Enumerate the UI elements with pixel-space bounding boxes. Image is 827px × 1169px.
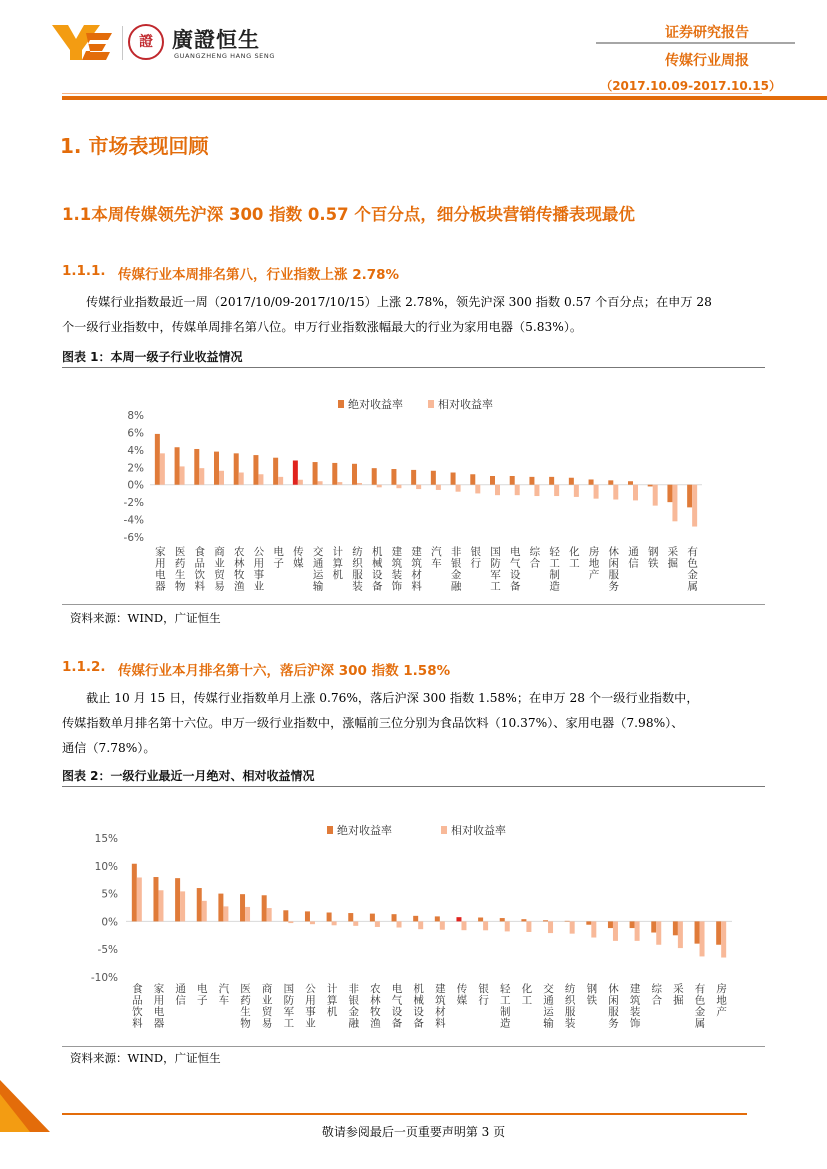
category-label: 食品饮料 bbox=[130, 983, 143, 1029]
category-label: 电子 bbox=[272, 546, 285, 569]
bar-relative bbox=[239, 473, 244, 485]
bar-absolute bbox=[569, 478, 574, 485]
y-tick-label: 8% bbox=[127, 410, 144, 422]
category-label: 电气设备 bbox=[508, 546, 521, 592]
bar-absolute bbox=[392, 914, 397, 921]
category-label: 交通运输 bbox=[542, 983, 555, 1029]
bar-absolute bbox=[234, 453, 239, 484]
bar-relative bbox=[245, 907, 250, 921]
bar-absolute bbox=[630, 921, 635, 928]
category-label: 传媒 bbox=[291, 546, 304, 569]
subsection-heading: 1.1本周传媒领先沪深 300 指数 0.57 个百分点，细分板块营销传播表现最优 bbox=[62, 205, 635, 224]
legend-label-2: 相对收益率 bbox=[451, 824, 506, 837]
y-tick-label: 0% bbox=[127, 479, 144, 492]
category-label: 建筑装饰 bbox=[390, 546, 403, 592]
bar-absolute bbox=[197, 888, 202, 921]
category-label: 轻工制造 bbox=[548, 546, 561, 592]
y-tick-label: -2% bbox=[123, 497, 144, 510]
bar-absolute bbox=[240, 894, 245, 921]
bar-relative bbox=[202, 901, 207, 922]
bar-relative bbox=[397, 921, 402, 927]
category-label: 钢铁 bbox=[585, 983, 598, 1006]
paragraph-1-line-1: 传媒行业指数最近一周（2017/10/09-2017/10/15）上涨 2.78%，领先沪深 300 指数 0.57 个百分点；在申万 28 bbox=[86, 295, 712, 309]
figure-2-top-rule bbox=[62, 786, 765, 787]
paragraph-2-line-2: 传媒指数单月排名第十六位。申万一级行业指数中，涨幅前三位分别为食品饮料（10.37%）、家用电器（7.98%）、 bbox=[62, 716, 684, 730]
y-tick-label: -6% bbox=[123, 532, 144, 544]
category-label: 综合 bbox=[528, 546, 541, 569]
bar-absolute bbox=[411, 470, 416, 485]
sub1-number: 1.1.1. bbox=[62, 263, 106, 279]
category-label: 休闲服务 bbox=[606, 983, 619, 1029]
bar-relative bbox=[526, 921, 531, 932]
bar-absolute bbox=[565, 921, 570, 922]
category-label: 食品饮料 bbox=[193, 546, 206, 592]
category-label: 医药生物 bbox=[239, 983, 252, 1029]
bar-relative bbox=[633, 485, 638, 501]
bar-absolute bbox=[372, 468, 377, 485]
category-label: 商业贸易 bbox=[260, 983, 273, 1029]
bar-relative bbox=[137, 877, 142, 921]
bar-relative bbox=[310, 921, 315, 924]
bar-relative bbox=[223, 906, 228, 921]
bar-absolute bbox=[293, 460, 298, 484]
bar-relative bbox=[258, 474, 263, 484]
bar-absolute bbox=[586, 921, 591, 924]
bar-absolute bbox=[253, 455, 258, 485]
category-label: 通信 bbox=[174, 983, 187, 1006]
bar-relative bbox=[678, 921, 683, 948]
category-label: 商业贸易 bbox=[213, 546, 225, 592]
bar-relative bbox=[495, 485, 500, 495]
category-label: 纺织服装 bbox=[351, 546, 363, 592]
bar-absolute bbox=[352, 464, 357, 485]
category-label: 房地产 bbox=[587, 546, 600, 581]
bar-relative bbox=[574, 485, 579, 497]
bar-absolute bbox=[305, 911, 310, 921]
bar-absolute bbox=[153, 877, 158, 921]
bar-relative bbox=[635, 921, 640, 940]
bar-absolute bbox=[673, 921, 678, 935]
bar-absolute bbox=[510, 476, 515, 485]
figure-1-top-rule bbox=[62, 367, 765, 368]
bar-relative bbox=[180, 466, 185, 484]
category-label: 通信 bbox=[627, 546, 639, 569]
bar-relative bbox=[332, 921, 337, 925]
bar-relative bbox=[318, 481, 323, 484]
y-tick-label: 6% bbox=[127, 427, 144, 440]
figure-1-source: 资料来源：WIND，广证恒生 bbox=[70, 611, 221, 625]
y-tick-label: 15% bbox=[94, 833, 118, 845]
figure-2-bottom-rule bbox=[62, 1046, 765, 1047]
bar-relative bbox=[416, 485, 421, 489]
y-tick-label: -10% bbox=[90, 972, 118, 984]
bar-absolute bbox=[490, 476, 495, 485]
sub1-title: 传媒行业本周排名第八，行业指数上涨 2.78% bbox=[118, 267, 400, 283]
figure-1-bottom-rule bbox=[62, 604, 765, 605]
bar-absolute bbox=[716, 921, 721, 944]
legend-swatch-1 bbox=[327, 826, 333, 834]
bar-relative bbox=[656, 921, 661, 944]
category-label: 综合 bbox=[650, 983, 663, 1006]
y-tick-label: 5% bbox=[101, 888, 118, 901]
category-label: 国防军工 bbox=[489, 546, 501, 592]
category-label: 电子 bbox=[195, 983, 208, 1006]
report-name: 传媒行业周报 bbox=[665, 53, 749, 69]
figure-1-title: 图表 1：本周一级子行业收益情况 bbox=[62, 350, 243, 364]
category-label: 传媒 bbox=[455, 983, 468, 1006]
header-divider bbox=[596, 42, 795, 44]
header-thin-rule bbox=[62, 93, 762, 94]
bar-relative bbox=[353, 921, 358, 925]
bar-absolute bbox=[651, 921, 656, 932]
bar-relative bbox=[653, 485, 658, 506]
category-label: 电气设备 bbox=[390, 983, 403, 1029]
category-label: 采掘 bbox=[666, 546, 679, 569]
paragraph-2 bbox=[62, 686, 772, 761]
bar-absolute bbox=[549, 477, 554, 485]
y-tick-label: 0% bbox=[101, 916, 118, 929]
bar-absolute bbox=[451, 473, 456, 485]
bar-relative bbox=[396, 485, 401, 488]
bar-relative bbox=[475, 485, 480, 494]
category-label: 钢铁 bbox=[646, 546, 659, 569]
category-label: 汽车 bbox=[217, 983, 230, 1006]
company-logo-icon bbox=[52, 22, 114, 62]
bar-absolute bbox=[194, 449, 199, 485]
category-label: 非银金融 bbox=[347, 983, 360, 1029]
y-tick-label: -5% bbox=[97, 944, 118, 957]
bar-absolute bbox=[478, 918, 483, 922]
bar-absolute bbox=[456, 917, 461, 921]
footer-rule bbox=[62, 1113, 747, 1115]
sub2-title: 传媒行业本月排名第十六，落后沪深 300 指数 1.58% bbox=[118, 663, 451, 679]
y-tick-label: -4% bbox=[123, 514, 144, 527]
legend-label-2: 相对收益率 bbox=[438, 398, 493, 411]
category-label: 医药生物 bbox=[173, 546, 186, 592]
bar-relative bbox=[672, 485, 677, 522]
report-type: 证券研究报告 bbox=[665, 25, 749, 41]
category-label: 农林牧渔 bbox=[232, 546, 245, 592]
brand-name-en: GUANGZHENG HANG SENG bbox=[174, 52, 275, 60]
bar-relative bbox=[570, 921, 575, 933]
bar-absolute bbox=[435, 916, 440, 921]
bar-absolute bbox=[313, 462, 318, 485]
bar-relative bbox=[337, 482, 342, 485]
bar-relative bbox=[219, 471, 224, 485]
bar-absolute bbox=[695, 921, 700, 943]
bar-relative bbox=[483, 921, 488, 930]
category-label: 建筑材料 bbox=[410, 546, 423, 592]
bar-relative bbox=[515, 485, 520, 495]
category-label: 建筑装饰 bbox=[628, 983, 641, 1029]
category-label: 化工 bbox=[520, 983, 533, 1006]
bar-absolute bbox=[521, 919, 526, 921]
bar-relative bbox=[288, 921, 293, 923]
paragraph-1 bbox=[62, 290, 772, 340]
category-label: 公用事业 bbox=[252, 546, 265, 592]
bar-relative bbox=[554, 485, 559, 496]
bar-absolute bbox=[628, 481, 633, 484]
chart-2 bbox=[62, 790, 765, 1042]
legend-swatch-2 bbox=[441, 826, 447, 834]
bar-absolute bbox=[589, 479, 594, 484]
bar-absolute bbox=[327, 913, 332, 922]
category-label: 家用电器 bbox=[152, 983, 165, 1029]
category-label: 国防军工 bbox=[282, 983, 295, 1029]
category-label: 轻工制造 bbox=[498, 983, 511, 1029]
bar-relative bbox=[199, 468, 204, 485]
footer-text: 敬请参阅最后一页重要声明第 3 页 bbox=[321, 1125, 506, 1139]
legend-label-1: 绝对收益率 bbox=[337, 824, 392, 837]
category-label: 化工 bbox=[567, 546, 580, 569]
bar-relative bbox=[375, 921, 380, 927]
category-label: 休闲服务 bbox=[607, 546, 620, 592]
y-tick-label: 4% bbox=[127, 444, 144, 457]
bar-relative bbox=[180, 891, 185, 921]
category-label: 计算机 bbox=[325, 983, 338, 1018]
legend-swatch-1 bbox=[338, 400, 344, 408]
bar-absolute bbox=[175, 447, 180, 484]
category-label: 有色金属 bbox=[693, 983, 706, 1029]
bar-relative bbox=[613, 921, 618, 940]
bar-relative bbox=[700, 921, 705, 956]
bar-relative bbox=[440, 921, 445, 929]
category-label: 银行 bbox=[469, 546, 482, 569]
bar-relative bbox=[436, 485, 441, 490]
logo-divider bbox=[122, 26, 123, 60]
chart-1 bbox=[62, 370, 765, 600]
bar-absolute bbox=[608, 921, 613, 928]
header-rule bbox=[62, 96, 827, 100]
bar-relative bbox=[548, 921, 553, 933]
paragraph-2-line-1: 截止 10 月 15 日，传媒行业指数单月上涨 0.76%，落后沪深 300 指数 1.58%；在申万 28 个一级行业指数中， bbox=[86, 691, 699, 705]
bar-relative bbox=[298, 480, 303, 485]
category-label: 房地产 bbox=[715, 983, 728, 1018]
bar-absolute bbox=[687, 485, 692, 508]
bar-relative bbox=[692, 485, 697, 527]
bar-relative bbox=[377, 485, 382, 488]
category-label: 机械设备 bbox=[412, 983, 425, 1029]
category-label: 建筑材料 bbox=[433, 983, 446, 1029]
bar-relative bbox=[357, 483, 362, 485]
y-tick-label: 2% bbox=[127, 462, 144, 475]
paragraph-1-line-2: 个一级行业指数中，传媒单周排名第八位。申万行业指数涨幅最大的行业为家用电器（5.83%）。 bbox=[62, 320, 583, 334]
category-label: 公用事业 bbox=[303, 983, 316, 1029]
legend-swatch-2 bbox=[428, 400, 434, 408]
y-tick-label: 10% bbox=[94, 860, 118, 873]
bar-absolute bbox=[262, 895, 267, 921]
bar-absolute bbox=[348, 913, 353, 921]
bar-absolute bbox=[332, 463, 337, 485]
bar-absolute bbox=[283, 910, 288, 921]
bar-relative bbox=[267, 908, 272, 921]
bar-relative bbox=[721, 921, 726, 957]
figure-2-source: 资料来源：WIND，广证恒生 bbox=[70, 1051, 221, 1065]
bar-absolute bbox=[608, 480, 613, 484]
bar-absolute bbox=[413, 916, 418, 922]
bar-relative bbox=[160, 453, 165, 484]
sub2-number: 1.1.2. bbox=[62, 659, 106, 675]
bar-relative bbox=[418, 921, 423, 929]
bar-absolute bbox=[155, 434, 160, 485]
bar-absolute bbox=[431, 471, 436, 485]
paragraph-2-line-3: 通信（7.78%）。 bbox=[62, 741, 156, 755]
category-label: 采掘 bbox=[671, 983, 684, 1006]
legend-label-1: 绝对收益率 bbox=[348, 398, 403, 411]
category-label: 交通运输 bbox=[311, 546, 324, 592]
bar-absolute bbox=[175, 878, 180, 921]
bar-absolute bbox=[370, 914, 375, 922]
company-seal-icon: 證 bbox=[128, 24, 164, 60]
bar-absolute bbox=[391, 469, 396, 485]
bar-absolute bbox=[543, 920, 548, 921]
bar-relative bbox=[534, 485, 539, 496]
bar-absolute bbox=[667, 485, 672, 502]
bar-relative bbox=[505, 921, 510, 931]
category-label: 机械设备 bbox=[370, 546, 383, 592]
bar-relative bbox=[591, 921, 596, 937]
category-label: 家用电器 bbox=[153, 546, 166, 592]
bar-absolute bbox=[470, 474, 475, 484]
bar-relative bbox=[158, 890, 163, 921]
category-label: 非银金融 bbox=[449, 546, 462, 592]
category-label: 计算机 bbox=[331, 546, 344, 581]
bar-absolute bbox=[529, 477, 534, 485]
bar-relative bbox=[594, 485, 599, 499]
bar-absolute bbox=[132, 864, 137, 922]
brand-name-cn: 廣證恒生 bbox=[172, 28, 260, 52]
category-label: 有色金属 bbox=[686, 546, 699, 592]
category-label: 汽车 bbox=[429, 546, 442, 569]
bar-absolute bbox=[218, 894, 223, 922]
report-date-range: （2017.10.09-2017.10.15） bbox=[600, 79, 781, 93]
category-label: 农林牧渔 bbox=[368, 983, 381, 1029]
bar-relative bbox=[613, 485, 618, 500]
bar-absolute bbox=[648, 485, 653, 487]
bar-absolute bbox=[500, 918, 505, 921]
category-label: 纺织服装 bbox=[563, 983, 576, 1029]
bar-relative bbox=[278, 477, 283, 485]
section-heading: 1. 市场表现回顾 bbox=[60, 134, 209, 158]
bar-absolute bbox=[273, 458, 278, 485]
category-label: 银行 bbox=[477, 983, 490, 1006]
figure-2-title: 图表 2：一级行业最近一月绝对、相对收益情况 bbox=[62, 769, 315, 783]
bar-relative bbox=[456, 485, 461, 492]
bar-absolute bbox=[214, 452, 219, 485]
bar-relative bbox=[461, 921, 466, 930]
